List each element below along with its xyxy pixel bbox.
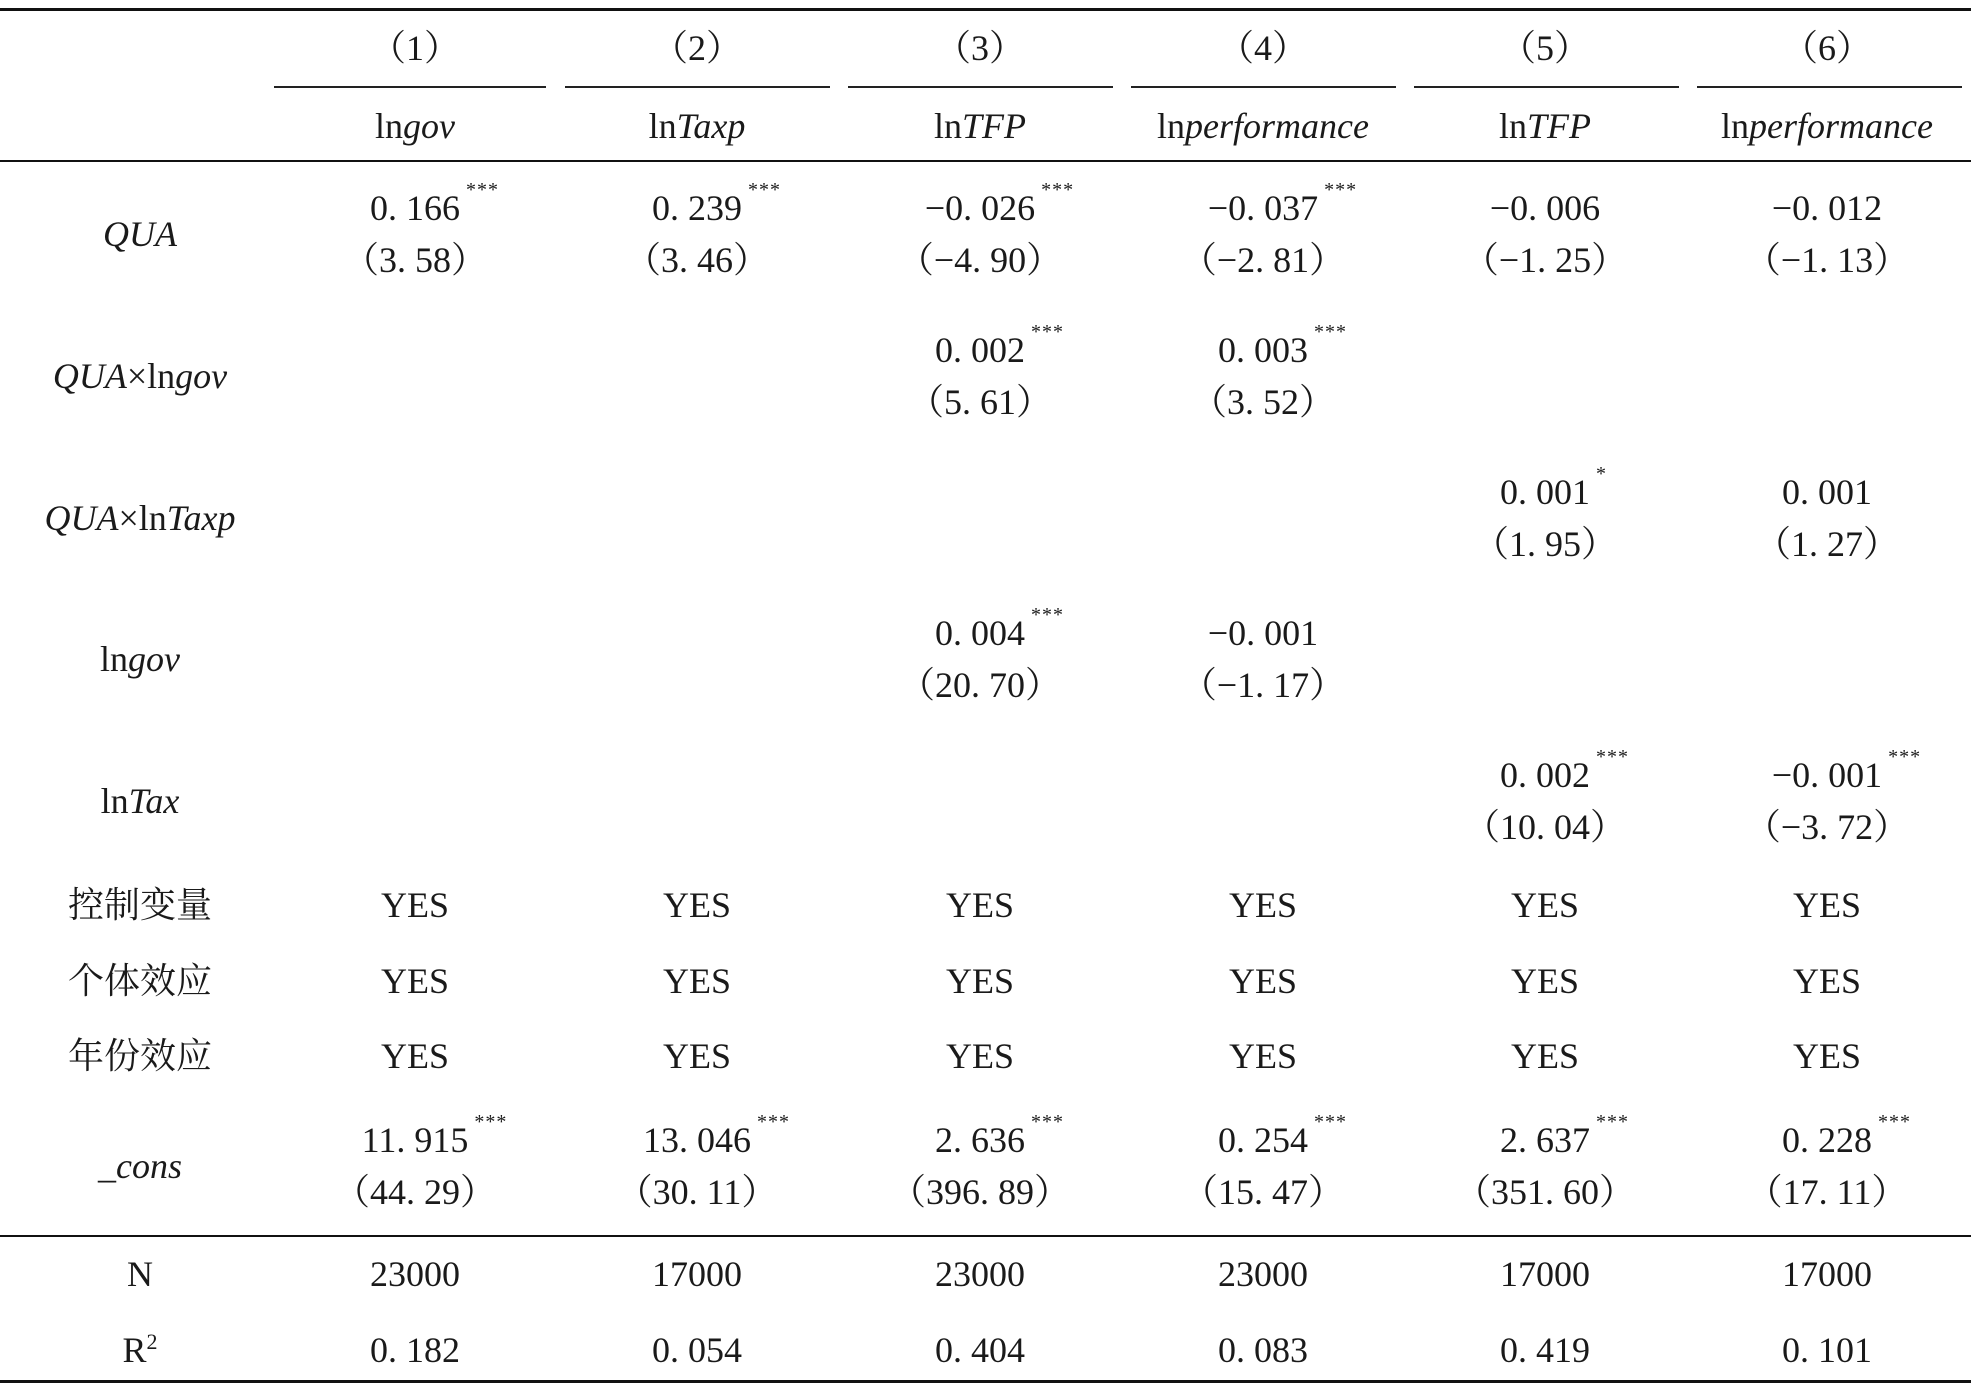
- row0-col5-tstat: （−1. 25）: [1462, 240, 1628, 280]
- coefficient-value: 0. 002: [935, 330, 1025, 370]
- row0-col4-tstat: （−2. 81）: [1180, 240, 1346, 280]
- significance-stars: ***: [1314, 1111, 1347, 1133]
- row4-col5-tstat: （10. 04）: [1463, 807, 1626, 847]
- column-number: （5）: [1499, 28, 1590, 68]
- control-row-label: 个体效应: [67, 961, 212, 1001]
- constant-col1-coef: [280, 1111, 550, 1160]
- row1-col3-tstat: （5. 61）: [907, 382, 1052, 422]
- coefficient-value: 0. 239: [652, 188, 742, 228]
- control-indicator: YES: [380, 961, 449, 1001]
- observation-count: 17000: [1782, 1254, 1872, 1294]
- row0-col1-tstat: （3. 58）: [342, 240, 487, 280]
- control-row-label: 年份效应: [67, 1036, 212, 1076]
- coefficient-value: 0. 003: [1218, 330, 1308, 370]
- row1-col4-tstat: （3. 52）: [1190, 382, 1335, 422]
- label-part: QUA: [44, 498, 119, 538]
- row0-col3-tstat: （−4. 90）: [897, 240, 1063, 280]
- row0-col4-coef: [1128, 179, 1398, 228]
- dep-var-name: performance: [1749, 106, 1933, 146]
- coefficient: [924, 179, 1075, 228]
- column-underline: [1414, 86, 1679, 88]
- coefficient: [652, 179, 781, 228]
- coefficient: [1782, 1111, 1911, 1160]
- coefficient-value: −0. 006: [1489, 188, 1601, 228]
- dependent-variable: [552, 108, 842, 144]
- label-part: Taxp: [166, 498, 236, 538]
- coefficient: [1782, 474, 1872, 510]
- dep-var-prefix: ln: [1498, 106, 1527, 146]
- row3-col3-tstat: （20. 70）: [898, 665, 1061, 705]
- constant-col4-tstat: （15. 47）: [1181, 1172, 1344, 1212]
- row-label: [5, 783, 275, 819]
- r-squared-value: 0. 404: [935, 1330, 1025, 1370]
- constant-col5-coef: [1410, 1111, 1680, 1160]
- constant-col3-tstat: （396. 89）: [889, 1172, 1070, 1212]
- coefficient-value: 0. 166: [370, 188, 460, 228]
- n-label: N: [127, 1254, 153, 1294]
- row2-col5-tstat: （1. 95）: [1472, 524, 1617, 564]
- r-squared-value: 0. 101: [1782, 1330, 1872, 1370]
- row-label: [5, 358, 275, 394]
- control-indicator: YES: [1510, 961, 1579, 1001]
- coefficient-value: 0. 002: [1500, 755, 1590, 795]
- column-number: （4）: [1217, 28, 1308, 68]
- constant-col3-coef: [845, 1111, 1115, 1160]
- control-indicator: YES: [1792, 1036, 1861, 1076]
- r-squared-label: [5, 1329, 275, 1370]
- coefficient-value: 0. 001: [1500, 472, 1590, 512]
- control-indicator: YES: [1792, 961, 1861, 1001]
- dependent-variable: [1400, 108, 1690, 144]
- control-indicator: YES: [662, 961, 731, 1001]
- row3-col3-coef: [845, 604, 1115, 653]
- label-part: gov: [128, 639, 180, 679]
- control-indicator: YES: [1510, 885, 1579, 925]
- dep-var-prefix: ln: [375, 106, 404, 146]
- coefficient-value: 0. 004: [935, 613, 1025, 653]
- constant-col2-tstat: （30. 11）: [616, 1172, 778, 1212]
- coefficient-value: 0. 254: [1218, 1120, 1308, 1160]
- stats-rule: [0, 1235, 1971, 1237]
- column-number: （1）: [369, 28, 460, 68]
- label-part: ln: [100, 639, 129, 679]
- control-indicator: YES: [380, 885, 449, 925]
- observation-count: 23000: [935, 1254, 1025, 1294]
- dep-var-name: TFP: [962, 106, 1027, 146]
- significance-stars: ***: [1031, 1111, 1064, 1133]
- coefficient-value: −0. 026: [924, 188, 1036, 228]
- dep-var-name: TFP: [1527, 106, 1592, 146]
- row1-col3-coef: [845, 321, 1115, 370]
- constant-col5-tstat: （351. 60）: [1454, 1172, 1635, 1212]
- dep-var-prefix: ln: [933, 106, 962, 146]
- column-underline: [565, 86, 830, 88]
- bottom-rule: [0, 1380, 1971, 1383]
- coefficient: [361, 1111, 508, 1160]
- control-indicator: YES: [1510, 1036, 1579, 1076]
- row4-col5-coef: [1410, 746, 1680, 795]
- column-number: （2）: [651, 28, 742, 68]
- significance-stars: ***: [1031, 604, 1064, 626]
- dependent-variable: [1118, 108, 1408, 144]
- row2-col6-tstat: （1. 27）: [1754, 524, 1899, 564]
- column-number: （3）: [934, 28, 1025, 68]
- coefficient: [935, 604, 1064, 653]
- coefficient-value: 11. 915: [361, 1120, 469, 1160]
- row2-col6-coef: [1692, 474, 1962, 510]
- coefficient: [370, 179, 499, 228]
- coefficient: [1218, 321, 1347, 370]
- significance-stars: ***: [474, 1111, 508, 1133]
- row0-col2-tstat: （3. 46）: [624, 240, 769, 280]
- dep-var-prefix: ln: [1721, 106, 1750, 146]
- label-part: ×ln: [126, 356, 176, 396]
- row1-col4-coef: [1128, 321, 1398, 370]
- coefficient-value: −0. 001: [1771, 755, 1883, 795]
- significance-stars: ***: [748, 179, 781, 201]
- label-part: QUA: [52, 356, 127, 396]
- row0-col5-coef: [1410, 190, 1680, 226]
- significance-stars: ***: [1878, 1111, 1911, 1133]
- label-part: _cons: [98, 1146, 182, 1186]
- significance-stars: ***: [1596, 1111, 1629, 1133]
- control-indicator: YES: [945, 961, 1014, 1001]
- dep-var-name: performance: [1185, 106, 1369, 146]
- significance-stars: ***: [1324, 179, 1358, 201]
- column-underline: [848, 86, 1113, 88]
- significance-stars: ***: [1888, 746, 1922, 768]
- coefficient: [1772, 190, 1882, 226]
- significance-stars: ***: [1596, 746, 1629, 768]
- coefficient-value: 0. 228: [1782, 1120, 1872, 1160]
- row0-col6-coef: [1692, 190, 1962, 226]
- significance-stars: ***: [757, 1111, 790, 1133]
- row3-col4-coef: [1128, 615, 1398, 651]
- significance-stars: *: [1596, 463, 1607, 485]
- column-underline: [1131, 86, 1396, 88]
- control-row-label: 控制变量: [67, 885, 212, 925]
- constant-col6-tstat: （17. 11）: [1746, 1172, 1908, 1212]
- dep-var-name: Taxp: [676, 106, 746, 146]
- significance-stars: ***: [466, 179, 499, 201]
- observation-count: 23000: [370, 1254, 460, 1294]
- coefficient: [1207, 179, 1358, 228]
- constant-col1-tstat: （44. 29）: [333, 1172, 496, 1212]
- coefficient: [643, 1111, 790, 1160]
- coefficient: [1218, 1111, 1347, 1160]
- label-part: QUA: [103, 214, 177, 254]
- control-indicator: YES: [662, 1036, 731, 1076]
- control-indicator: YES: [662, 885, 731, 925]
- dep-var-name: gov: [403, 106, 455, 146]
- constant-col4-coef: [1128, 1111, 1398, 1160]
- row0-col6-tstat: （−1. 13）: [1744, 240, 1910, 280]
- coefficient: [1490, 190, 1600, 226]
- r-squared-base: R: [122, 1330, 147, 1370]
- constant-label: [5, 1148, 275, 1184]
- r-squared-exponent: 2: [146, 1329, 158, 1354]
- coefficient-value: 2. 636: [935, 1120, 1025, 1160]
- observation-count: 17000: [652, 1254, 742, 1294]
- dep-var-prefix: ln: [648, 106, 677, 146]
- significance-stars: ***: [1314, 321, 1347, 343]
- control-indicator: YES: [1228, 961, 1297, 1001]
- control-indicator: YES: [945, 1036, 1014, 1076]
- control-indicator: YES: [1228, 885, 1297, 925]
- coefficient-value: −0. 012: [1771, 188, 1883, 228]
- coefficient-value: 2. 637: [1500, 1120, 1590, 1160]
- row-label: [5, 500, 275, 536]
- observation-count: 17000: [1500, 1254, 1590, 1294]
- r-squared-value: 0. 182: [370, 1330, 460, 1370]
- row4-col6-tstat: （−3. 72）: [1744, 807, 1910, 847]
- coefficient: [935, 321, 1064, 370]
- coefficient: [1500, 1111, 1629, 1160]
- significance-stars: ***: [1031, 321, 1064, 343]
- row2-col5-coef: [1410, 463, 1680, 512]
- row3-col4-tstat: （−1. 17）: [1180, 665, 1346, 705]
- label-part: ln: [100, 781, 129, 821]
- significance-stars: ***: [1041, 179, 1075, 201]
- dep-var-prefix: ln: [1157, 106, 1186, 146]
- constant-col6-coef: [1692, 1111, 1962, 1160]
- row-label: [5, 216, 275, 252]
- coefficient-value: 0. 001: [1782, 472, 1872, 512]
- label-part: gov: [175, 356, 228, 396]
- control-indicator: YES: [1792, 885, 1861, 925]
- coefficient: [1500, 746, 1629, 795]
- label-part: Tax: [128, 781, 180, 821]
- dependent-variable: [835, 108, 1125, 144]
- coefficient: [1771, 746, 1922, 795]
- control-indicator: YES: [380, 1036, 449, 1076]
- column-number: （6）: [1781, 28, 1872, 68]
- header-rule: [0, 160, 1971, 162]
- dependent-variable: [1682, 108, 1971, 144]
- coefficient-value: −0. 001: [1207, 613, 1319, 653]
- row0-col3-coef: [845, 179, 1115, 228]
- coefficient: [935, 1111, 1064, 1160]
- coefficient-value: −0. 037: [1207, 188, 1319, 228]
- dependent-variable: [270, 108, 560, 144]
- row0-col2-coef: [562, 179, 832, 228]
- control-indicator: YES: [945, 885, 1014, 925]
- top-rule: [0, 8, 1971, 11]
- constant-col2-coef: [562, 1111, 832, 1160]
- row0-col1-coef: [280, 179, 550, 228]
- coefficient: [1500, 463, 1607, 512]
- control-indicator: YES: [1228, 1036, 1297, 1076]
- coefficient-value: 13. 046: [643, 1120, 751, 1160]
- r-squared-value: 0. 054: [652, 1330, 742, 1370]
- row4-col6-coef: [1692, 746, 1962, 795]
- row-label: [5, 641, 275, 677]
- column-underline: [1697, 86, 1962, 88]
- label-part: ×ln: [118, 498, 167, 538]
- r-squared-value: 0. 419: [1500, 1330, 1590, 1370]
- column-underline: [274, 86, 546, 88]
- observation-count: 23000: [1218, 1254, 1308, 1294]
- coefficient: [1208, 615, 1318, 651]
- r-squared-value: 0. 083: [1218, 1330, 1308, 1370]
